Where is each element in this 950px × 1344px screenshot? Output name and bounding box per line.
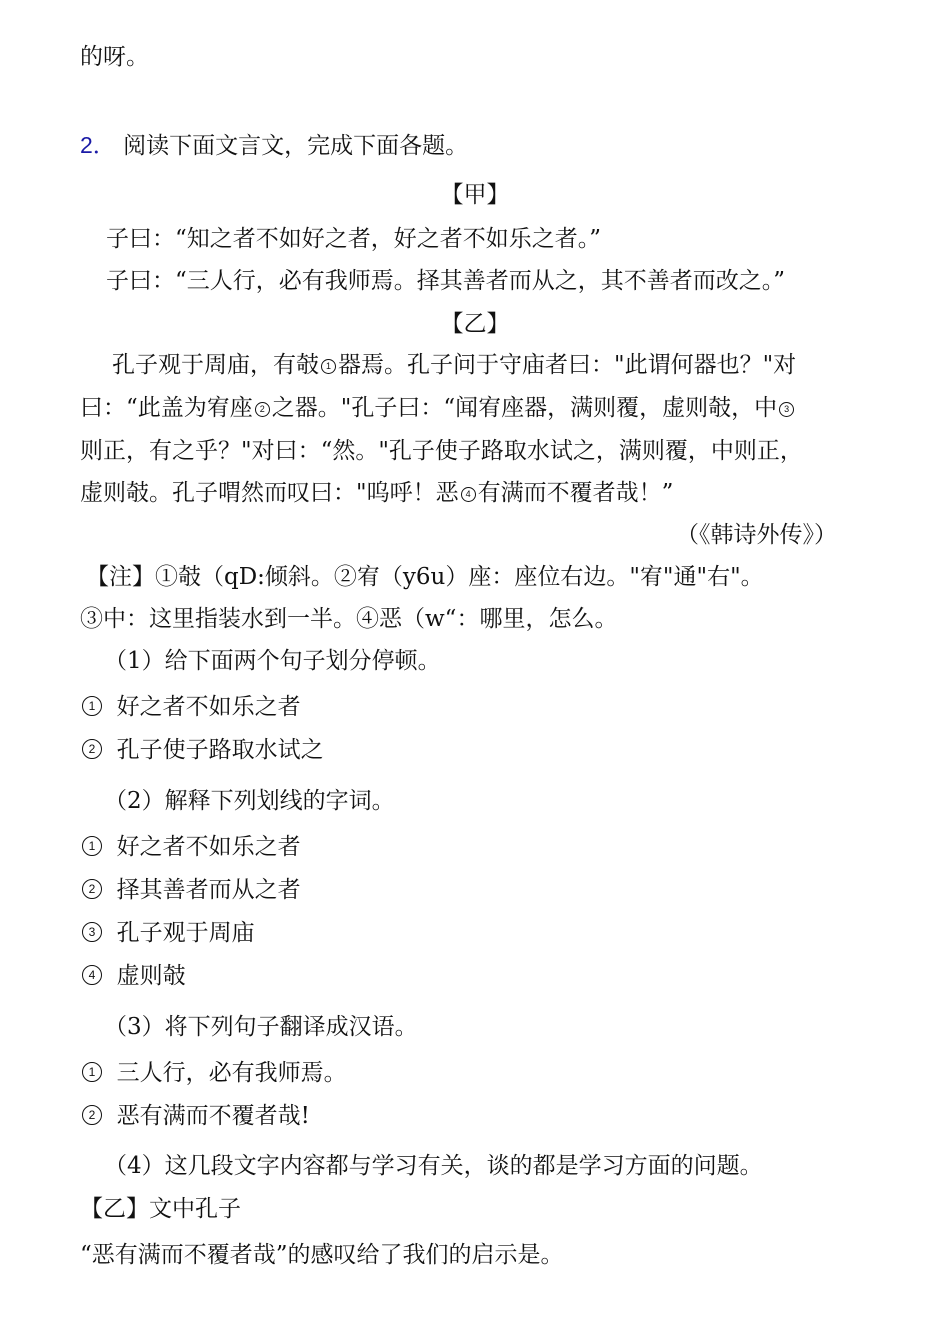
- q4-line2: 【乙】文中孔子: [80, 1196, 241, 1222]
- q4-line1: （4）这几段文字内容都与学习有关，谈的都是学习方面的问题。: [104, 1153, 763, 1179]
- q1-item-1-text: 好之者不如乐之者: [116, 694, 301, 720]
- passage-b-line2: [80, 393, 796, 423]
- circled-number-2: 2: [82, 739, 102, 759]
- footnote-marker-3: 3: [779, 402, 794, 417]
- q3-item-1: [82, 1058, 347, 1088]
- q2-item-1-text: 好之者不如乐之者: [116, 834, 301, 860]
- passage-b-line4-part1: 虚则攲。孔子喟然而叹曰："呜呼！恶: [80, 480, 459, 506]
- passage-b-line3: 则正，有之乎？"对曰：“然。"孔子使子路取水试之，满则覆，中则正，: [80, 438, 803, 464]
- footnote-marker-4: 4: [461, 487, 476, 502]
- q4-line3: “恶有满而不覆者哉”的感叹给了我们的启示是。: [80, 1242, 564, 1268]
- circled-number-1: 1: [82, 1062, 102, 1082]
- footnote-marker-2: 2: [255, 402, 270, 417]
- top-fragment: 的呀。: [80, 44, 149, 70]
- question-heading: [80, 130, 468, 161]
- circled-number-1: 1: [82, 696, 102, 716]
- passage-b-line2-part2: 之器。"孔子曰：“闻宥座器，满则覆，虚则攲，中: [271, 395, 778, 421]
- passage-b-source: （《韩诗外传》）: [676, 522, 837, 548]
- q3-item-1-text: 三人行，必有我师焉。: [116, 1060, 347, 1086]
- circled-number-3: 3: [82, 922, 102, 942]
- passage-a-line2: 子曰：“三人行，必有我师焉。择其善者而从之，其不善者而改之。”: [106, 268, 786, 294]
- q2-item-3: [82, 918, 255, 948]
- q1-item-2-text: 孔子使子路取水试之: [116, 737, 324, 763]
- circled-number-4: 4: [82, 965, 102, 985]
- circled-number-2: 2: [82, 879, 102, 899]
- passage-b-line2-part1: 曰：“此盖为宥座: [80, 395, 253, 421]
- passage-b-heading: 【乙】: [440, 311, 510, 337]
- q1-item-2: [82, 735, 324, 765]
- notes-line2: ③中：这里指装水到一半。④恶（w“：哪里，怎么。: [80, 606, 618, 632]
- circled-number-2: 2: [82, 1105, 102, 1125]
- q2-item-2-text: 择其善者而从之者: [116, 877, 301, 903]
- passage-a-heading: 【甲】: [440, 182, 510, 208]
- question-number: 2．: [80, 132, 116, 158]
- passage-b-line1-part2: 器焉。孔子问于守庙者曰："此谓何器也？"对: [338, 352, 797, 378]
- q2-item-2: [82, 875, 301, 905]
- q3-item-2-text: 恶有满而不覆者哉!: [116, 1103, 310, 1129]
- passage-a-line1: 子曰：“知之者不如好之者，好之者不如乐之者。”: [106, 226, 602, 252]
- q3-title: （3）将下列句子翻译成汉语。: [104, 1014, 418, 1040]
- q2-item-4: [82, 961, 186, 991]
- passage-b-line1-part1: 孔子观于周庙，有攲: [112, 352, 319, 378]
- footnote-marker-1: 1: [321, 359, 336, 374]
- q2-title: （2）解释下列划线的字词。: [104, 788, 395, 814]
- passage-b-line4-part2: 有满而不覆者哉！”: [477, 480, 674, 506]
- circled-number-1: 1: [82, 836, 102, 856]
- q2-item-3-text: 孔子观于周庙: [116, 920, 255, 946]
- notes-line1: 【注】①攲（qD:倾斜。②宥（y6u）座：座位右边。"宥"通"右"。: [86, 564, 764, 590]
- q1-title: （1）给下面两个句子划分停顿。: [104, 648, 441, 674]
- passage-b-line4: [80, 478, 673, 508]
- passage-b-line1: [112, 350, 796, 380]
- q1-item-1: [82, 692, 301, 722]
- q3-item-2: [82, 1101, 310, 1131]
- question-prompt: 阅读下面文言文，完成下面各题。: [123, 133, 469, 159]
- q2-item-1: [82, 832, 301, 862]
- q2-item-4-text: 虚则攲: [116, 963, 186, 989]
